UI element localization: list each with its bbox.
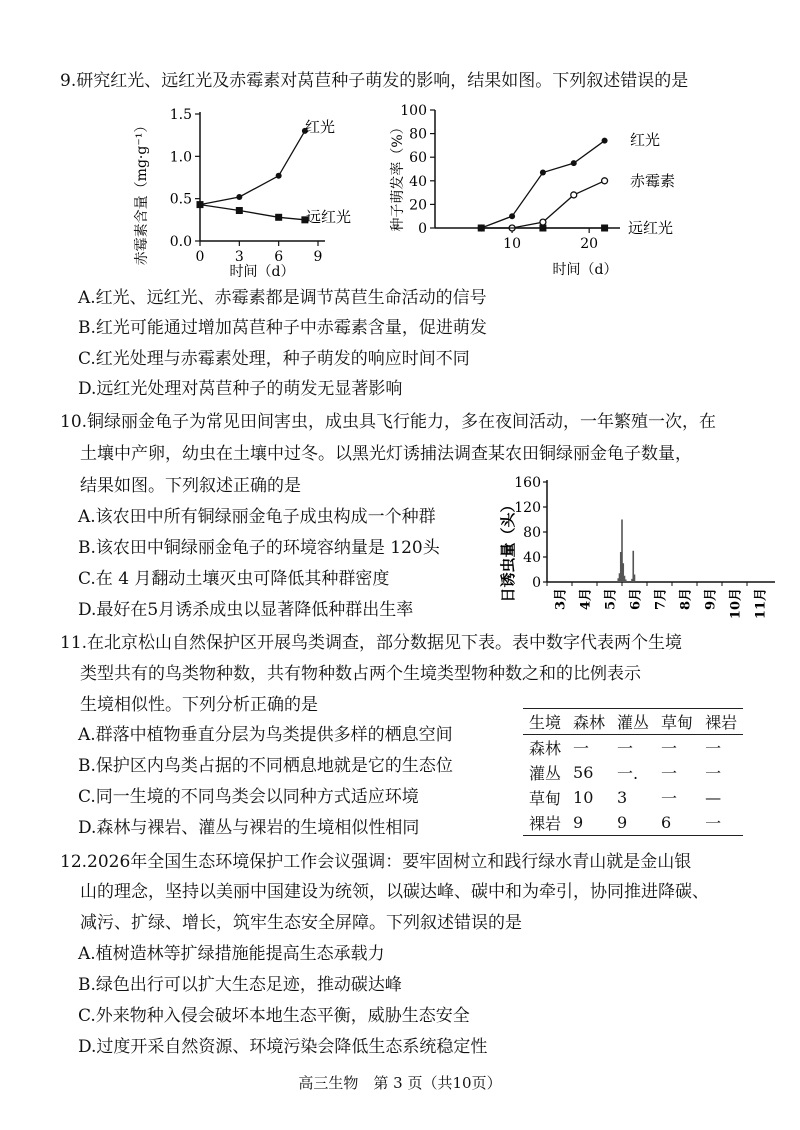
chart1-point-1 xyxy=(197,201,204,208)
table-header-cell: 灌丛 xyxy=(617,713,650,732)
table-header-cell: 草甸 xyxy=(661,713,694,732)
chart1-ytick-label: 1.0 xyxy=(169,149,192,166)
q12-stem-line3: 减污、扩绿、增长，筑牢生态安全屏障。下列叙述错误的是 xyxy=(80,913,522,933)
chart3-ytick-label: 80 xyxy=(523,525,541,541)
chart3-ytick-label: 0 xyxy=(532,575,541,591)
chart1-xlabel: 时间（d） xyxy=(229,264,295,280)
chart1-ylabel: 赤霉素含量（mg·g⁻¹） xyxy=(134,118,150,266)
chart3-xtick-label: 10月 xyxy=(728,588,744,620)
chart1-point-1 xyxy=(275,214,282,221)
table-cell: 10 xyxy=(573,788,594,807)
chart3-xtick-label: 6月 xyxy=(628,588,644,611)
table-cell: 一 xyxy=(661,739,678,758)
q11-stem-line3: 生境相似性。下列分析正确的是 xyxy=(80,695,318,715)
table-cell: 草甸 xyxy=(529,789,562,808)
chart1-yaxis-label xyxy=(133,119,150,266)
q12-stem-line2: 山的理念，坚持以美丽中国建设为统领，以碳达峰、碳中和为牵引，协同推进降碳、 xyxy=(80,882,709,902)
chart1-series-line-0 xyxy=(200,131,305,205)
chart2-xtick-label: 10 xyxy=(503,236,521,252)
chart2-series-line-0 xyxy=(481,141,604,228)
chart1-point-1 xyxy=(236,207,243,214)
table-cell: 一 xyxy=(617,739,634,758)
chart3-ylabel: 日诱虫量（头） xyxy=(499,497,517,603)
chart2-ytick-label: 80 xyxy=(409,126,427,143)
chart1-ytick-label: 0.5 xyxy=(169,191,192,208)
chart3-xtick-label: 4月 xyxy=(578,588,594,611)
chart3-ytick-label: 160 xyxy=(514,475,541,491)
chart2-point-1 xyxy=(602,178,608,184)
chart2-point-0 xyxy=(509,213,515,219)
table-cell: 一. xyxy=(617,764,639,783)
chart2-ytick-label: 100 xyxy=(400,103,427,119)
chart2-point-2 xyxy=(601,225,608,232)
table-cell: 一 xyxy=(705,739,722,758)
q10-option-a: A.该农田中所有铜绿丽金龟子成虫构成一个种群 xyxy=(78,507,436,527)
chart2-point-0 xyxy=(602,138,608,144)
chart1-xtick-label: 3 xyxy=(234,249,244,265)
table-cell: 9 xyxy=(617,813,628,832)
page-footer: 高三生物 第 3 页（共10页） xyxy=(298,1074,502,1092)
table-cell: 裸岩 xyxy=(529,814,562,833)
q11-option-a: A.群落中植物垂直分层为鸟类提供多样的栖息空间 xyxy=(78,725,453,745)
chart1-series-label-red: 红光 xyxy=(305,118,336,136)
chart2-ytick-label: 0 xyxy=(418,221,427,237)
q9-option-c: C.红光处理与赤霉素处理，种子萌发的响应时间不同 xyxy=(78,349,470,369)
q11-stem-line2: 类型共有的鸟类物种数，共有物种数占两个生境类型物种数之和的比例表示 xyxy=(80,664,641,684)
table-header-cell: 森林 xyxy=(573,713,606,732)
chart1-point-0 xyxy=(276,173,282,179)
chart3-ytick-label: 120 xyxy=(514,500,541,516)
chart1-ytick-label: 1.5 xyxy=(169,107,192,123)
chart2-series-label-red: 红光 xyxy=(630,131,661,149)
chart3-xtick-label: 11月 xyxy=(753,588,769,620)
table-row xyxy=(523,760,743,785)
chart2-xtick-label: 20 xyxy=(580,236,599,252)
table-row xyxy=(523,810,743,836)
table-header-cell: 裸岩 xyxy=(705,713,738,732)
table-cell: 6 xyxy=(661,813,672,832)
table-cell: 一 xyxy=(661,789,678,808)
chart2-ytick-label: 20 xyxy=(409,197,427,214)
table-cell: — xyxy=(705,788,722,807)
q9-stem: 9.研究红光、远红光及赤霉素对莴苣种子萌发的影响，结果如图。下列叙述错误的是 xyxy=(60,71,689,91)
chart2-point-2 xyxy=(539,225,546,232)
chart3-xtick-label: 7月 xyxy=(653,588,669,611)
q10-option-c: C.在 4 月翻动土壤灭虫可降低其种群密度 xyxy=(78,569,390,589)
q10-option-b: B.该农田中铜绿丽金龟子的环境容纳量是 120头 xyxy=(78,538,440,558)
chart3-xtick-label: 9月 xyxy=(703,588,719,611)
q11-option-b: B.保护区内鸟类占据的不同栖息地就是它的生态位 xyxy=(78,756,453,776)
habitat-similarity-table xyxy=(523,708,743,836)
table-row xyxy=(523,735,743,761)
table-cell: 一 xyxy=(573,739,590,758)
table-cell: 一 xyxy=(705,814,722,833)
table-cell: 一 xyxy=(661,764,678,783)
q11-option-d: D.森林与裸岩、灌丛与裸岩的生境相似性相同 xyxy=(78,818,420,838)
q9-option-d: D.远红光处理对莴苣种子的萌发无显著影响 xyxy=(78,379,403,399)
q10-stem-line1: 10.铜绿丽金龟子为常见田间害虫，成虫具飞行能力，多在夜间活动，一年繁殖一次，在 xyxy=(60,412,717,432)
chart3-xtick-label: 5月 xyxy=(603,588,619,611)
q11-stem-line1: 11.在北京松山自然保护区开展鸟类调查，部分数据见下表。表中数字代表两个生境 xyxy=(60,633,683,653)
chart2-ytick-label: 60 xyxy=(409,150,427,167)
table-cell: 3 xyxy=(617,788,628,807)
chart3-xtick-label: 3月 xyxy=(553,588,569,611)
q9-option-b: B.红光可能通过增加莴苣种子中赤霉素含量，促进萌发 xyxy=(78,318,487,338)
chart1-xtick-label: 9 xyxy=(313,249,323,265)
chart1-series-label-farred: 远红光 xyxy=(306,208,352,226)
table-cell: 森林 xyxy=(529,739,562,758)
q9-chart-germination xyxy=(380,100,680,285)
chart2-point-1 xyxy=(571,192,577,198)
chart3-ytick-label: 40 xyxy=(523,550,541,566)
chart2-series-label-ga: 赤霉素 xyxy=(630,172,676,190)
table-header-row xyxy=(523,709,743,735)
table-cell: 56 xyxy=(573,763,594,782)
q9-option-a: A.红光、远红光、赤霉素都是调节莴苣生命活动的信号 xyxy=(78,288,487,308)
chart2-point-1 xyxy=(540,219,546,225)
chart1-xtick-label: 0 xyxy=(195,249,205,265)
table-cell: 9 xyxy=(573,813,584,832)
table-header-cell: 生境 xyxy=(529,713,562,732)
chart3-xtick-label: 8月 xyxy=(678,588,694,611)
q9-chart-gibberellin xyxy=(110,100,370,285)
q10-option-d: D.最好在5月诱杀成虫以显著降低种群出生率 xyxy=(78,600,414,620)
q11-option-c: C.同一生境的不同鸟类会以同种方式适应环境 xyxy=(78,787,419,807)
table-cell: 灌丛 xyxy=(529,764,562,783)
q10-stem-line2: 土壤中产卵，幼虫在土壤中过冬。以黑光灯诱捕法调查某农田铜绿丽金龟子数量， xyxy=(80,444,692,464)
chart1-series-line-1 xyxy=(200,205,305,220)
chart1-point-0 xyxy=(236,194,242,200)
q12-option-d: D.过度开采自然资源、环境污染会降低生态系统稳定性 xyxy=(78,1037,488,1057)
chart1-ytick-label: 0.0 xyxy=(169,234,192,250)
chart2-ylabel: 种子萌发率（%） xyxy=(390,120,406,232)
table-row xyxy=(523,785,743,810)
chart1-xtick-label: 6 xyxy=(274,249,284,265)
chart2-point-2 xyxy=(478,225,485,232)
q12-option-c: C.外来物种入侵会破坏本地生态平衡，威胁生态安全 xyxy=(78,1006,470,1026)
chart2-ytick-label: 40 xyxy=(409,173,427,190)
q12-option-b: B.绿色出行可以扩大生态足迹，推动碳达峰 xyxy=(78,975,402,995)
chart2-point-0 xyxy=(540,170,546,176)
q12-option-a: A.植树造林等扩绿措施能提高生态承载力 xyxy=(78,944,385,964)
table-cell: 一 xyxy=(705,764,722,783)
q10-chart-beetle-catch xyxy=(495,470,795,630)
chart2-xlabel: 时间（d） xyxy=(552,262,618,278)
chart2-point-0 xyxy=(571,160,577,166)
q10-stem-line3: 结果如图。下列叙述正确的是 xyxy=(80,476,301,496)
chart2-series-label-farred: 远红光 xyxy=(628,219,674,237)
q12-stem-line1: 12.2026年全国生态环境保护工作会议强调：要牢固树立和践行绿水青山就是金山银 xyxy=(60,852,692,872)
